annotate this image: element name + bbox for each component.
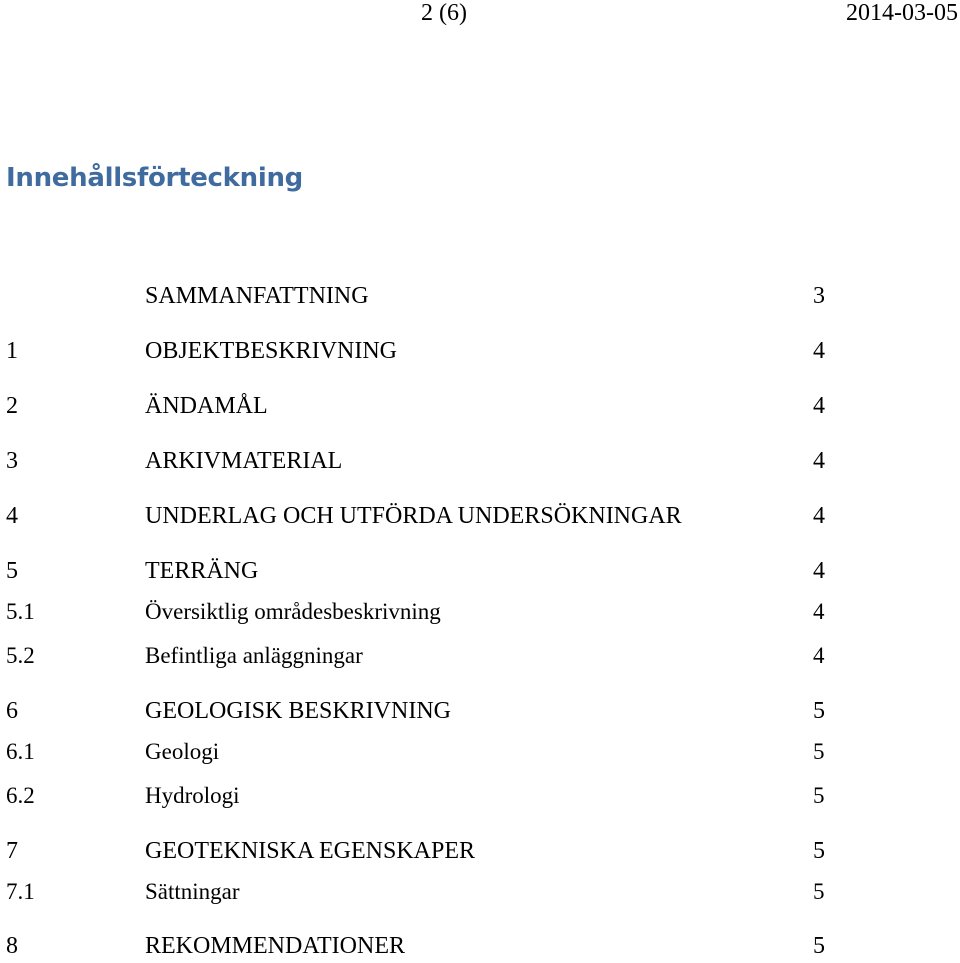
toc-entry-number: 8: [6, 933, 18, 959]
toc-entry-page: 5: [813, 698, 825, 724]
toc-entry-number: 5.1: [6, 599, 35, 624]
toc-entry-title: UNDERLAG OCH UTFÖRDA UNDERSÖKNINGAR: [145, 503, 682, 529]
toc-entry-title: TERRÄNG: [145, 558, 259, 584]
toc-entry-page: 4: [813, 503, 825, 529]
toc-entry-page: 4: [813, 599, 825, 624]
page-header: [0, 0, 960, 30]
toc-entry-rekommendationer[interactable]: [0, 929, 960, 963]
toc-entry-geologisk[interactable]: [0, 694, 960, 728]
toc-entry-title: ÄNDAMÅL: [145, 393, 268, 419]
toc-heading: Innehållsförteckning: [6, 163, 303, 193]
page-number: 2 (6): [421, 0, 467, 26]
toc-entry-page: 3: [813, 283, 825, 309]
toc-entry-geotekniska[interactable]: [0, 834, 960, 868]
toc-entry-hydrologi[interactable]: [0, 779, 960, 813]
toc-entry-number: 5: [6, 558, 18, 584]
toc-entry-number: 7: [6, 838, 18, 864]
toc-entry-page: 4: [813, 558, 825, 584]
toc-entry-page: 4: [813, 643, 825, 668]
toc-entry-number: 1: [6, 338, 18, 364]
toc-entry-title: ARKIVMATERIAL: [145, 448, 343, 474]
toc-entry-sattningar[interactable]: [0, 875, 960, 909]
document-date: 2014-03-05: [846, 0, 958, 26]
toc-entry-page: 5: [813, 838, 825, 864]
toc-entry-number: 7.1: [6, 879, 35, 904]
toc-entry-befintliga[interactable]: [0, 639, 960, 673]
toc-entry-page: 4: [813, 448, 825, 474]
toc-entry-sammanfattning[interactable]: [0, 279, 960, 313]
toc-entry-arkivmaterial[interactable]: [0, 444, 960, 478]
toc-entry-title: OBJEKTBESKRIVNING: [145, 338, 397, 364]
toc-entry-page: 5: [813, 933, 825, 959]
toc-entry-title: GEOTEKNISKA EGENSKAPER: [145, 838, 475, 864]
toc-entry-page: 5: [813, 739, 825, 764]
toc-entry-number: 4: [6, 503, 18, 529]
toc-entry-number: 5.2: [6, 643, 35, 668]
toc-entry-andamal[interactable]: [0, 389, 960, 423]
toc-entry-title: Befintliga anläggningar: [145, 643, 363, 668]
toc-entry-number: 6: [6, 698, 18, 724]
toc-entry-title: Geologi: [145, 739, 220, 764]
toc-entry-number: 6.1: [6, 739, 35, 764]
toc-entry-oversiktlig[interactable]: [0, 595, 960, 629]
toc-entry-page: 5: [813, 879, 825, 904]
toc-entry-title: GEOLOGISK BESKRIVNING: [145, 698, 451, 724]
toc-entry-title: Sättningar: [145, 879, 240, 904]
toc-entry-page: 4: [813, 338, 825, 364]
toc-entry-number: 2: [6, 393, 18, 419]
toc-entry-geologi[interactable]: [0, 735, 960, 769]
toc-entry-terrang[interactable]: [0, 554, 960, 588]
toc-entry-underlag[interactable]: [0, 499, 960, 533]
toc-entry-page: 5: [813, 783, 825, 808]
toc-entry-objektbeskrivning[interactable]: [0, 334, 960, 368]
toc-entry-title: SAMMANFATTNING: [145, 283, 369, 309]
toc-entry-title: Hydrologi: [145, 783, 240, 808]
toc-entry-number: 6.2: [6, 783, 35, 808]
toc-entry-page: 4: [813, 393, 825, 419]
toc-entry-title: REKOMMENDATIONER: [145, 933, 405, 959]
toc-entry-number: 3: [6, 448, 18, 474]
toc-entry-title: Översiktlig områdesbeskrivning: [145, 599, 441, 624]
